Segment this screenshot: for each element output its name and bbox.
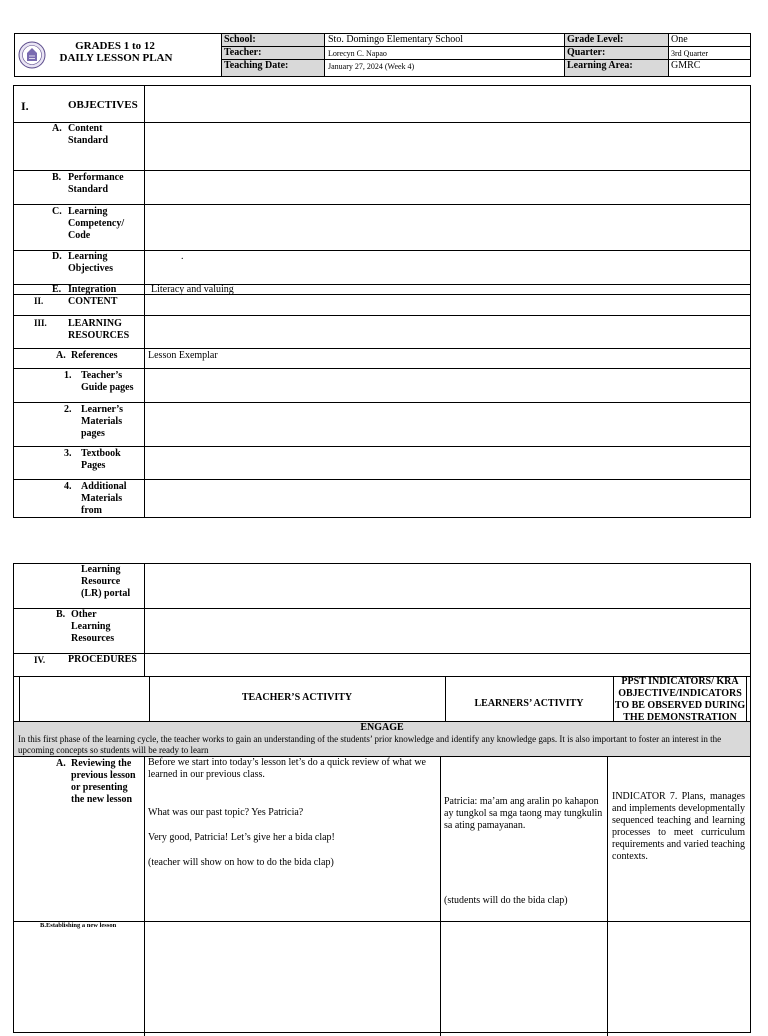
school-label: School:: [224, 34, 256, 45]
content-standard-letter: A.: [52, 123, 62, 134]
teacher-value: Lorecyn C. Napao: [328, 49, 387, 58]
learning-objectives-label: Learning Objectives: [68, 251, 113, 274]
ppst-indicators-header: PPST INDICATORS/ KRA OBJECTIVE/INDICATORS TO BE OBSERVED DURING THE DEMONSTRATION: [614, 676, 746, 723]
procedures-num: IV.: [34, 655, 46, 665]
integration-label: Integration: [68, 284, 117, 295]
teaching-date-label: Teaching Date:: [224, 60, 289, 71]
learning-resources-num: III.: [34, 318, 47, 328]
teacher-review-note: (teacher will show on how to do the bida clap): [148, 857, 334, 868]
title-line2: DAILY LESSON PLAN: [59, 52, 173, 64]
learning-objectives-letter: D.: [52, 251, 62, 262]
quarter-label: Quarter:: [567, 47, 606, 58]
learning-competency-label: Learning Competency/ Code: [68, 206, 125, 241]
teaching-date-value: January 27, 2024 (Week 4): [328, 62, 415, 71]
grade-level-value: One: [671, 34, 688, 45]
deped-seal-logo: [18, 36, 46, 74]
teacher-label: Teacher:: [224, 47, 262, 58]
learning-competency-letter: C.: [52, 206, 62, 217]
other-resources-label: Other Learning Resources: [71, 609, 115, 644]
grade-level-label: Grade Level:: [567, 34, 624, 45]
teacher-review-praise: Very good, Patricia! Let’s give her a bida clap!: [148, 832, 335, 843]
learning-resources-heading: LEARNING RESOURCES: [68, 318, 130, 341]
textbook-pages-label: Textbook Pages: [81, 448, 121, 471]
establishing-new-lesson-label: B.Establishing a new lesson: [40, 922, 117, 929]
indicator-7-text: INDICATOR 7. Plans, manages and implements developmentally sequenced teaching and learning processes to meet curriculum requirements and varied teaching contexts.: [612, 791, 745, 862]
teachers-guide-num: 1.: [64, 370, 72, 381]
learning-area-value: GMRC: [671, 60, 701, 71]
learner-answer: Patricia: ma’am ang aralin po kahapon ay tungkol sa mga taong may tungkulin sa ating pamayanan.: [444, 796, 603, 831]
objectives-num: I.: [21, 99, 29, 113]
teachers-guide-label: Teacher’s Guide pages: [81, 370, 134, 393]
reviewing-label: Reviewing the previous lesson or presenting the new lesson: [71, 758, 136, 805]
learner-bida-clap: (students will do the bida clap): [444, 895, 568, 906]
content-standard-label: Content Standard: [68, 123, 109, 146]
content-heading: CONTENT: [68, 296, 118, 307]
performance-standard-label: Performance Standard: [68, 172, 124, 195]
learners-activity-header: LEARNERS’ ACTIVITY: [474, 698, 584, 709]
lr-portal-label: Learning Resource (LR) portal: [81, 564, 131, 599]
school-value: Sto. Domingo Elementary School: [328, 34, 463, 45]
additional-materials-num: 4.: [64, 481, 72, 492]
textbook-pages-num: 3.: [64, 448, 72, 459]
integration-letter: E.: [52, 284, 62, 295]
references-value: Lesson Exemplar: [148, 350, 218, 361]
teacher-review-intro: Before we start into today’s lesson let’s do a quick review of what we learned in our previous class.: [148, 757, 426, 780]
performance-standard-letter: B.: [52, 172, 62, 183]
additional-materials-label: Additional Materials from: [81, 481, 127, 516]
references-letter: A.: [56, 350, 66, 361]
learning-area-label: Learning Area:: [567, 60, 633, 71]
learners-materials-num: 2.: [64, 404, 72, 415]
teachers-activity-header: TEACHER’S ACTIVITY: [241, 692, 353, 703]
learning-objectives-value: .: [181, 251, 184, 262]
references-label: References: [71, 350, 118, 361]
reviewing-letter: A.: [56, 758, 66, 769]
engage-title: ENGAGE: [360, 722, 404, 733]
content-num: II.: [34, 296, 44, 306]
other-resources-letter: B.: [56, 609, 66, 620]
teacher-review-question: What was our past topic? Yes Patricia?: [148, 807, 304, 818]
objectives-heading: OBJECTIVES: [68, 99, 138, 111]
learners-materials-label: Learner’s Materials pages: [81, 404, 124, 439]
integration-value: Literacy and valuing: [151, 284, 234, 295]
engage-description: In this first phase of the learning cycle, the teacher works to gain an understanding of the students’ prior knowledge and identify any knowledge gaps. It is also important to foster an interest in the upcoming concepts so students will be ready to learn: [18, 734, 722, 755]
procedures-heading: PROCEDURES: [68, 654, 137, 665]
title-line1: GRADES 1 to 12: [75, 40, 155, 52]
quarter-value: 3rd Quarter: [671, 49, 709, 58]
